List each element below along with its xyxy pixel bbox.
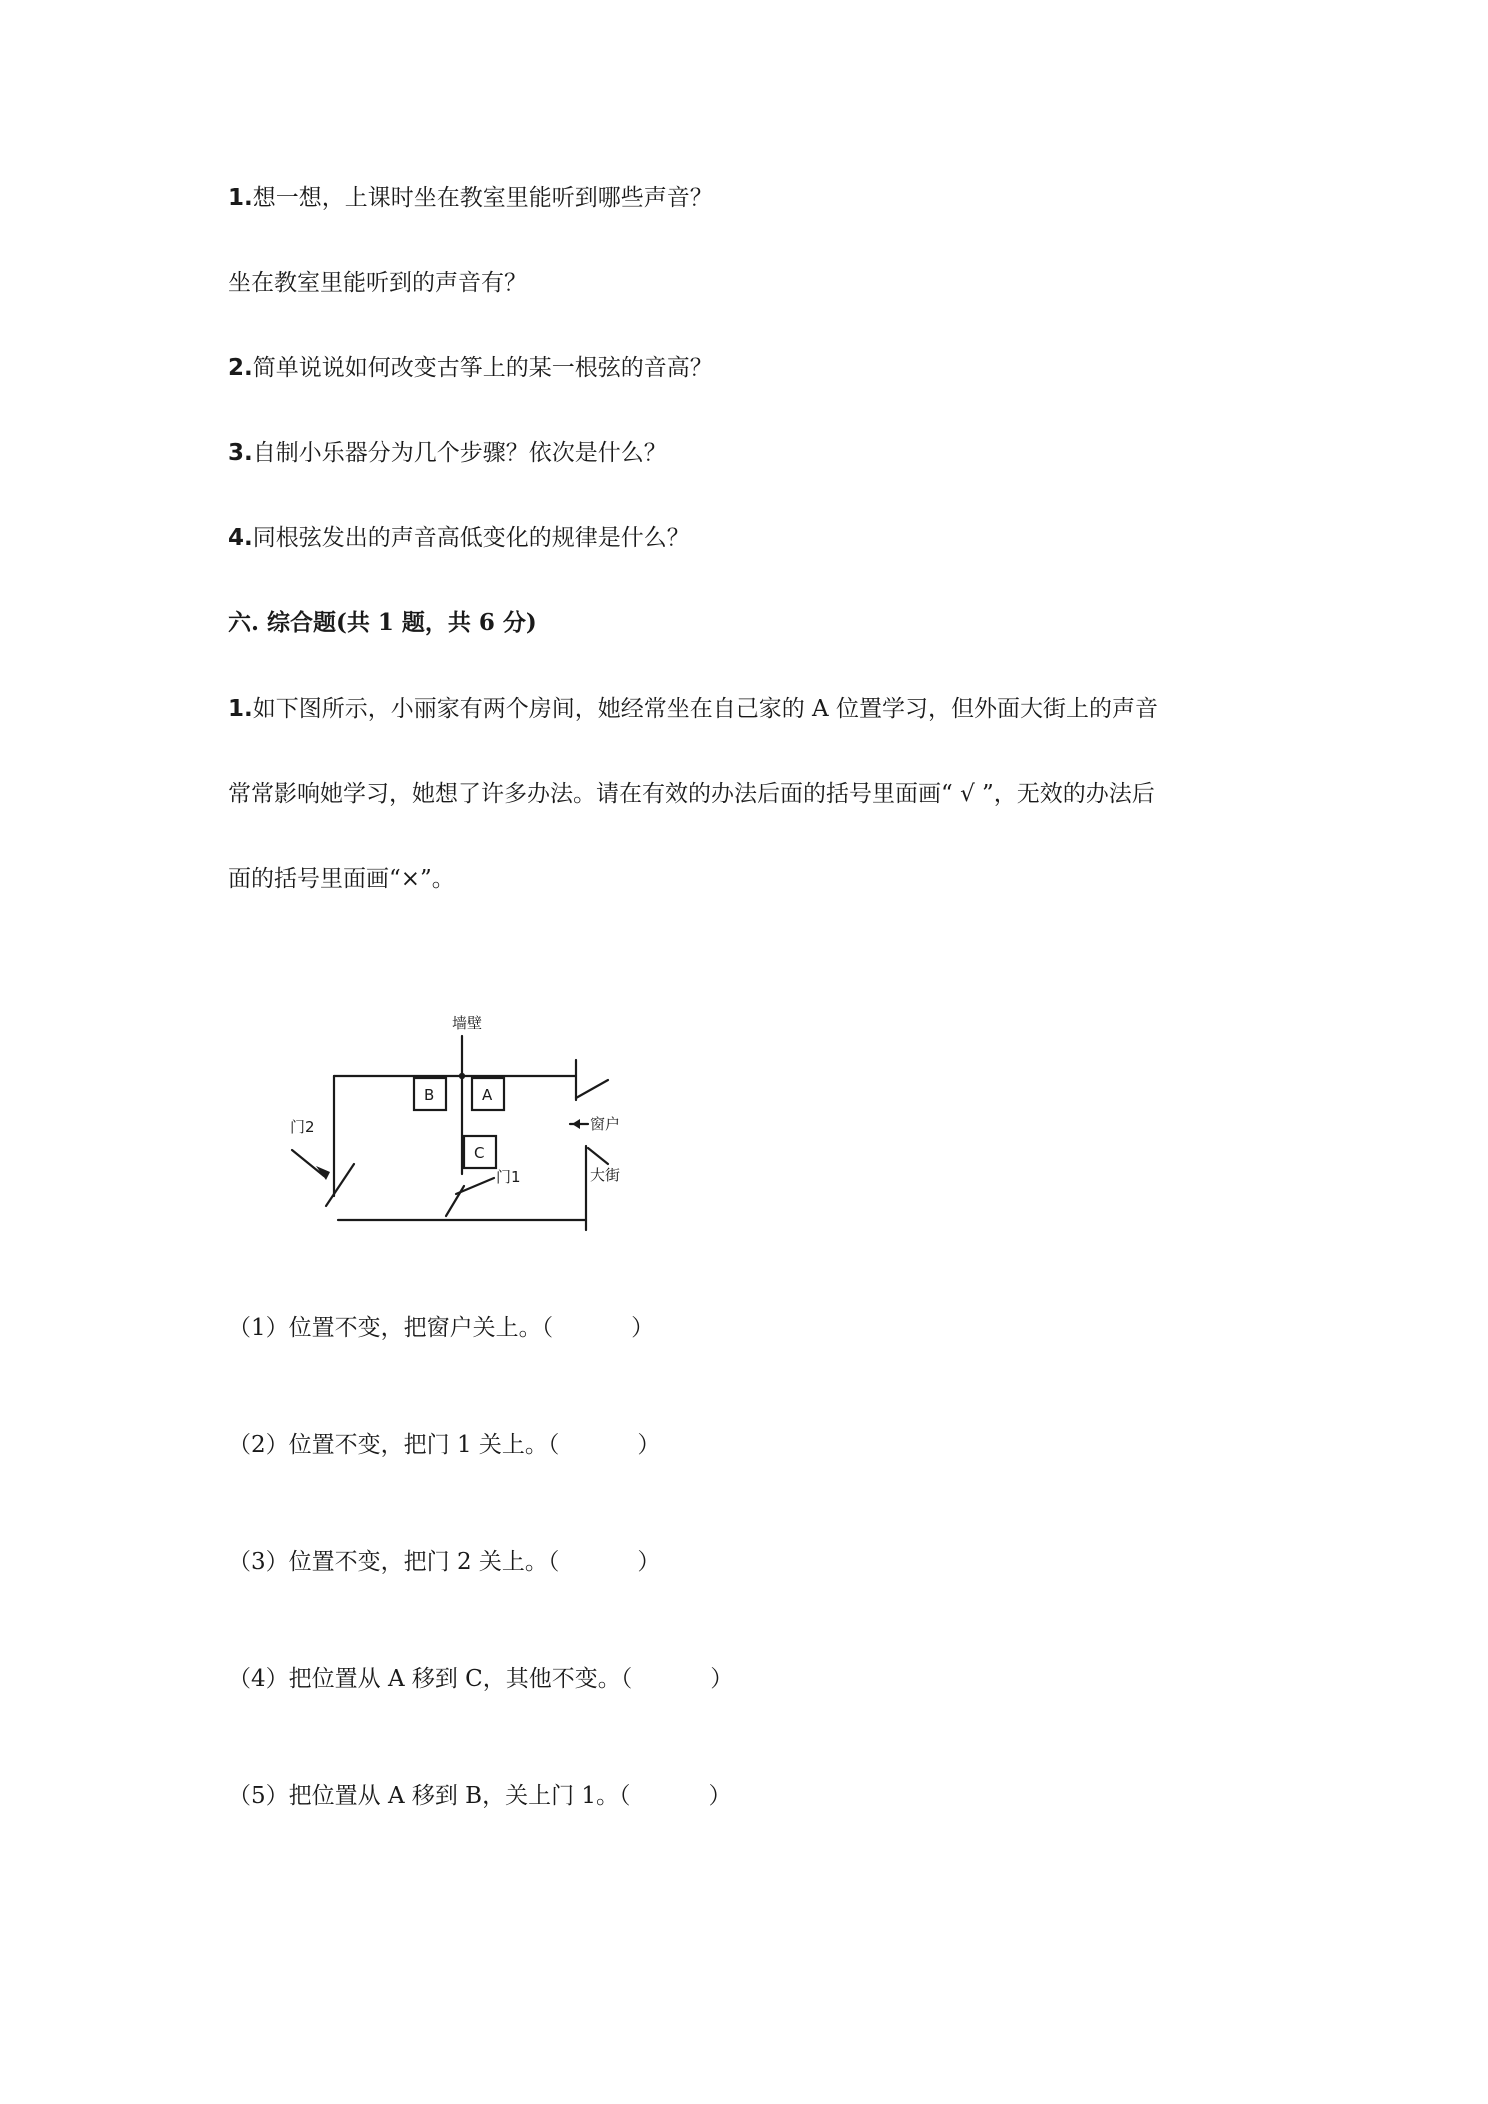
- option-5: [228, 1781, 732, 1811]
- option-text: （1）位置不变，把窗户关上。（: [228, 1315, 554, 1341]
- box-c-label: C: [474, 1144, 485, 1162]
- option-text: （3）位置不变，把门 2 关上。（: [228, 1549, 560, 1575]
- section-heading: 六. 综合题(共 1 题，共 6 分): [228, 609, 537, 636]
- wall-junction: [459, 1073, 465, 1079]
- question-3: [228, 438, 667, 468]
- question-number: 4.: [228, 525, 253, 551]
- floor-plan-svg: [290, 1000, 670, 1240]
- question-number: 3.: [228, 440, 253, 466]
- window-flap: [576, 1080, 608, 1098]
- option-close-paren: ）: [631, 1315, 655, 1341]
- door-2-arrowhead: [316, 1166, 330, 1180]
- box-b-label: B: [424, 1086, 435, 1104]
- option-close-paren: ）: [710, 1666, 734, 1692]
- wall-label: 墙壁: [452, 1014, 483, 1032]
- question-number: 1.: [228, 185, 253, 211]
- question-1-subprompt: [228, 268, 527, 298]
- problem-line-2: 常常影响她学习，她想了许多办法。请在有效的办法后面的括号里面画“ √ ”，无效的办法后: [228, 781, 1155, 807]
- problem-text: 如下图所示，小丽家有两个房间，她经常坐在自己家的 A 位置学习，但外面大街上的声音: [252, 696, 1158, 722]
- option-text: （5）把位置从 A 移到 B，关上门 1。（: [228, 1783, 631, 1809]
- option-2: [228, 1430, 660, 1460]
- question-text: 坐在教室里能听到的声音有？: [228, 270, 527, 296]
- question-text: 自制小乐器分为几个步骤？依次是什么？: [252, 440, 667, 466]
- problem-number: 1.: [228, 696, 253, 722]
- question-text: 想一想，上课时坐在教室里能听到哪些声音？: [252, 185, 713, 211]
- option-3: [228, 1547, 660, 1577]
- question-4: [228, 523, 690, 553]
- option-4: [228, 1664, 733, 1694]
- question-text: 同根弦发出的声音高低变化的规律是什么？: [252, 525, 690, 551]
- option-close-paren: ）: [637, 1549, 661, 1575]
- street-label: 大街: [590, 1166, 621, 1184]
- door-2-leaf: [326, 1164, 354, 1206]
- question-2: [228, 353, 713, 383]
- door-1-arrow: [456, 1178, 494, 1194]
- question-text: 简单说说如何改变古筝上的某一根弦的音高？: [252, 355, 713, 381]
- door-1-label: 门1: [496, 1168, 521, 1186]
- door-1-leaf: [446, 1186, 464, 1216]
- option-close-paren: ）: [637, 1432, 661, 1458]
- street-arrow: [588, 1148, 608, 1164]
- door-2-arrow: [292, 1150, 324, 1176]
- problem-line-1: [228, 694, 1158, 724]
- problem-line-3: 面的括号里面画“×”。: [228, 866, 455, 892]
- option-text: （2）位置不变，把门 1 关上。（: [228, 1432, 560, 1458]
- question-1: [228, 183, 713, 213]
- window-arrowhead: [572, 1119, 580, 1129]
- option-text: （4）把位置从 A 移到 C，其他不变。（: [228, 1666, 633, 1692]
- option-1: [228, 1313, 654, 1343]
- option-close-paren: ）: [708, 1783, 732, 1809]
- door-2-label: 门2: [290, 1118, 315, 1136]
- question-number: 2.: [228, 355, 253, 381]
- box-a-label: A: [482, 1086, 493, 1104]
- window-label: 窗户: [590, 1115, 621, 1133]
- floor-plan-diagram: [290, 1000, 670, 1240]
